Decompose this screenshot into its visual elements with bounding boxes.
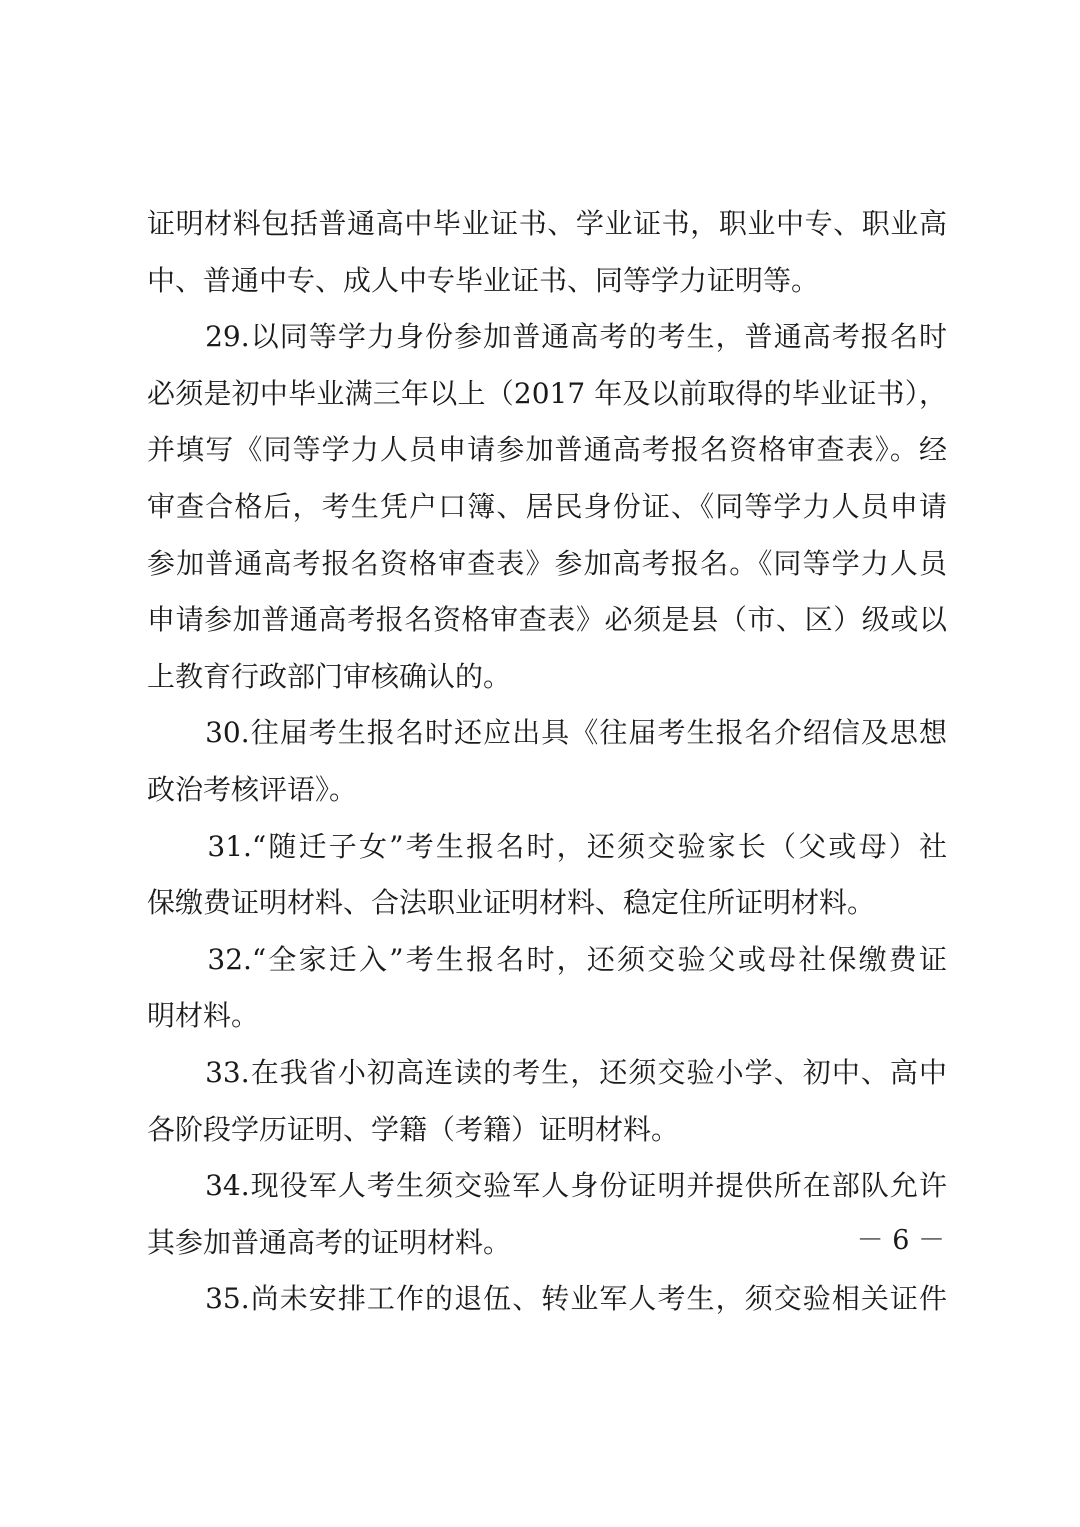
- text-line: 29.以同等学力身份参加普通高考的考生，普通高考报名时: [147, 320, 947, 354]
- text-line: 32.“全家迁入”考生报名时，还须交验父或母社保缴费证: [147, 942, 947, 976]
- document-body: [147, 196, 947, 1328]
- text-line: 必须是初中毕业满三年以上（2017 年及以前取得的毕业证书），: [147, 376, 947, 410]
- text-line: 各阶段学历证明、学籍（考籍）证明材料。: [147, 1112, 680, 1146]
- page-number: － 6 －: [856, 1225, 945, 1256]
- text-line: 其参加普通高考的证明材料。: [147, 1225, 512, 1259]
- text-line: 上教育行政部门审核确认的。: [147, 659, 512, 693]
- text-line: 政治考核评语》。: [147, 772, 358, 806]
- text-line: 34.现役军人考生须交验军人身份证明并提供所在部队允许: [147, 1169, 947, 1203]
- text-line: 明材料。: [147, 999, 260, 1033]
- text-line: 保缴费证明材料、合法职业证明材料、稳定住所证明材料。: [147, 886, 876, 920]
- text-line: 35.尚未安排工作的退伍、转业军人考生，须交验相关证件: [147, 1282, 947, 1316]
- text-line: 参加普通高考报名资格审查表》参加高考报名。《同等学力人员: [147, 546, 947, 580]
- text-line: 并填写《同等学力人员申请参加普通高考报名资格审查表》。经: [147, 433, 947, 467]
- text-line: 31.“随迁子女”考生报名时，还须交验家长（父或母）社: [147, 829, 947, 863]
- text-line: 33.在我省小初高连读的考生，还须交验小学、初中、高中: [147, 1055, 947, 1089]
- text-line: 审查合格后，考生凭户口簿、居民身份证、《同等学力人员申请: [147, 489, 947, 523]
- text-line: 中、普通中专、成人中专毕业证书、同等学力证明等。: [147, 263, 820, 297]
- text-line: 申请参加普通高考报名资格审查表》必须是县（市、区）级或以: [147, 603, 947, 637]
- text-line: 证明材料包括普通高中毕业证书、学业证书，职业中专、职业高: [147, 207, 947, 240]
- text-line: 30.往届考生报名时还应出具《往届考生报名介绍信及思想: [147, 716, 947, 750]
